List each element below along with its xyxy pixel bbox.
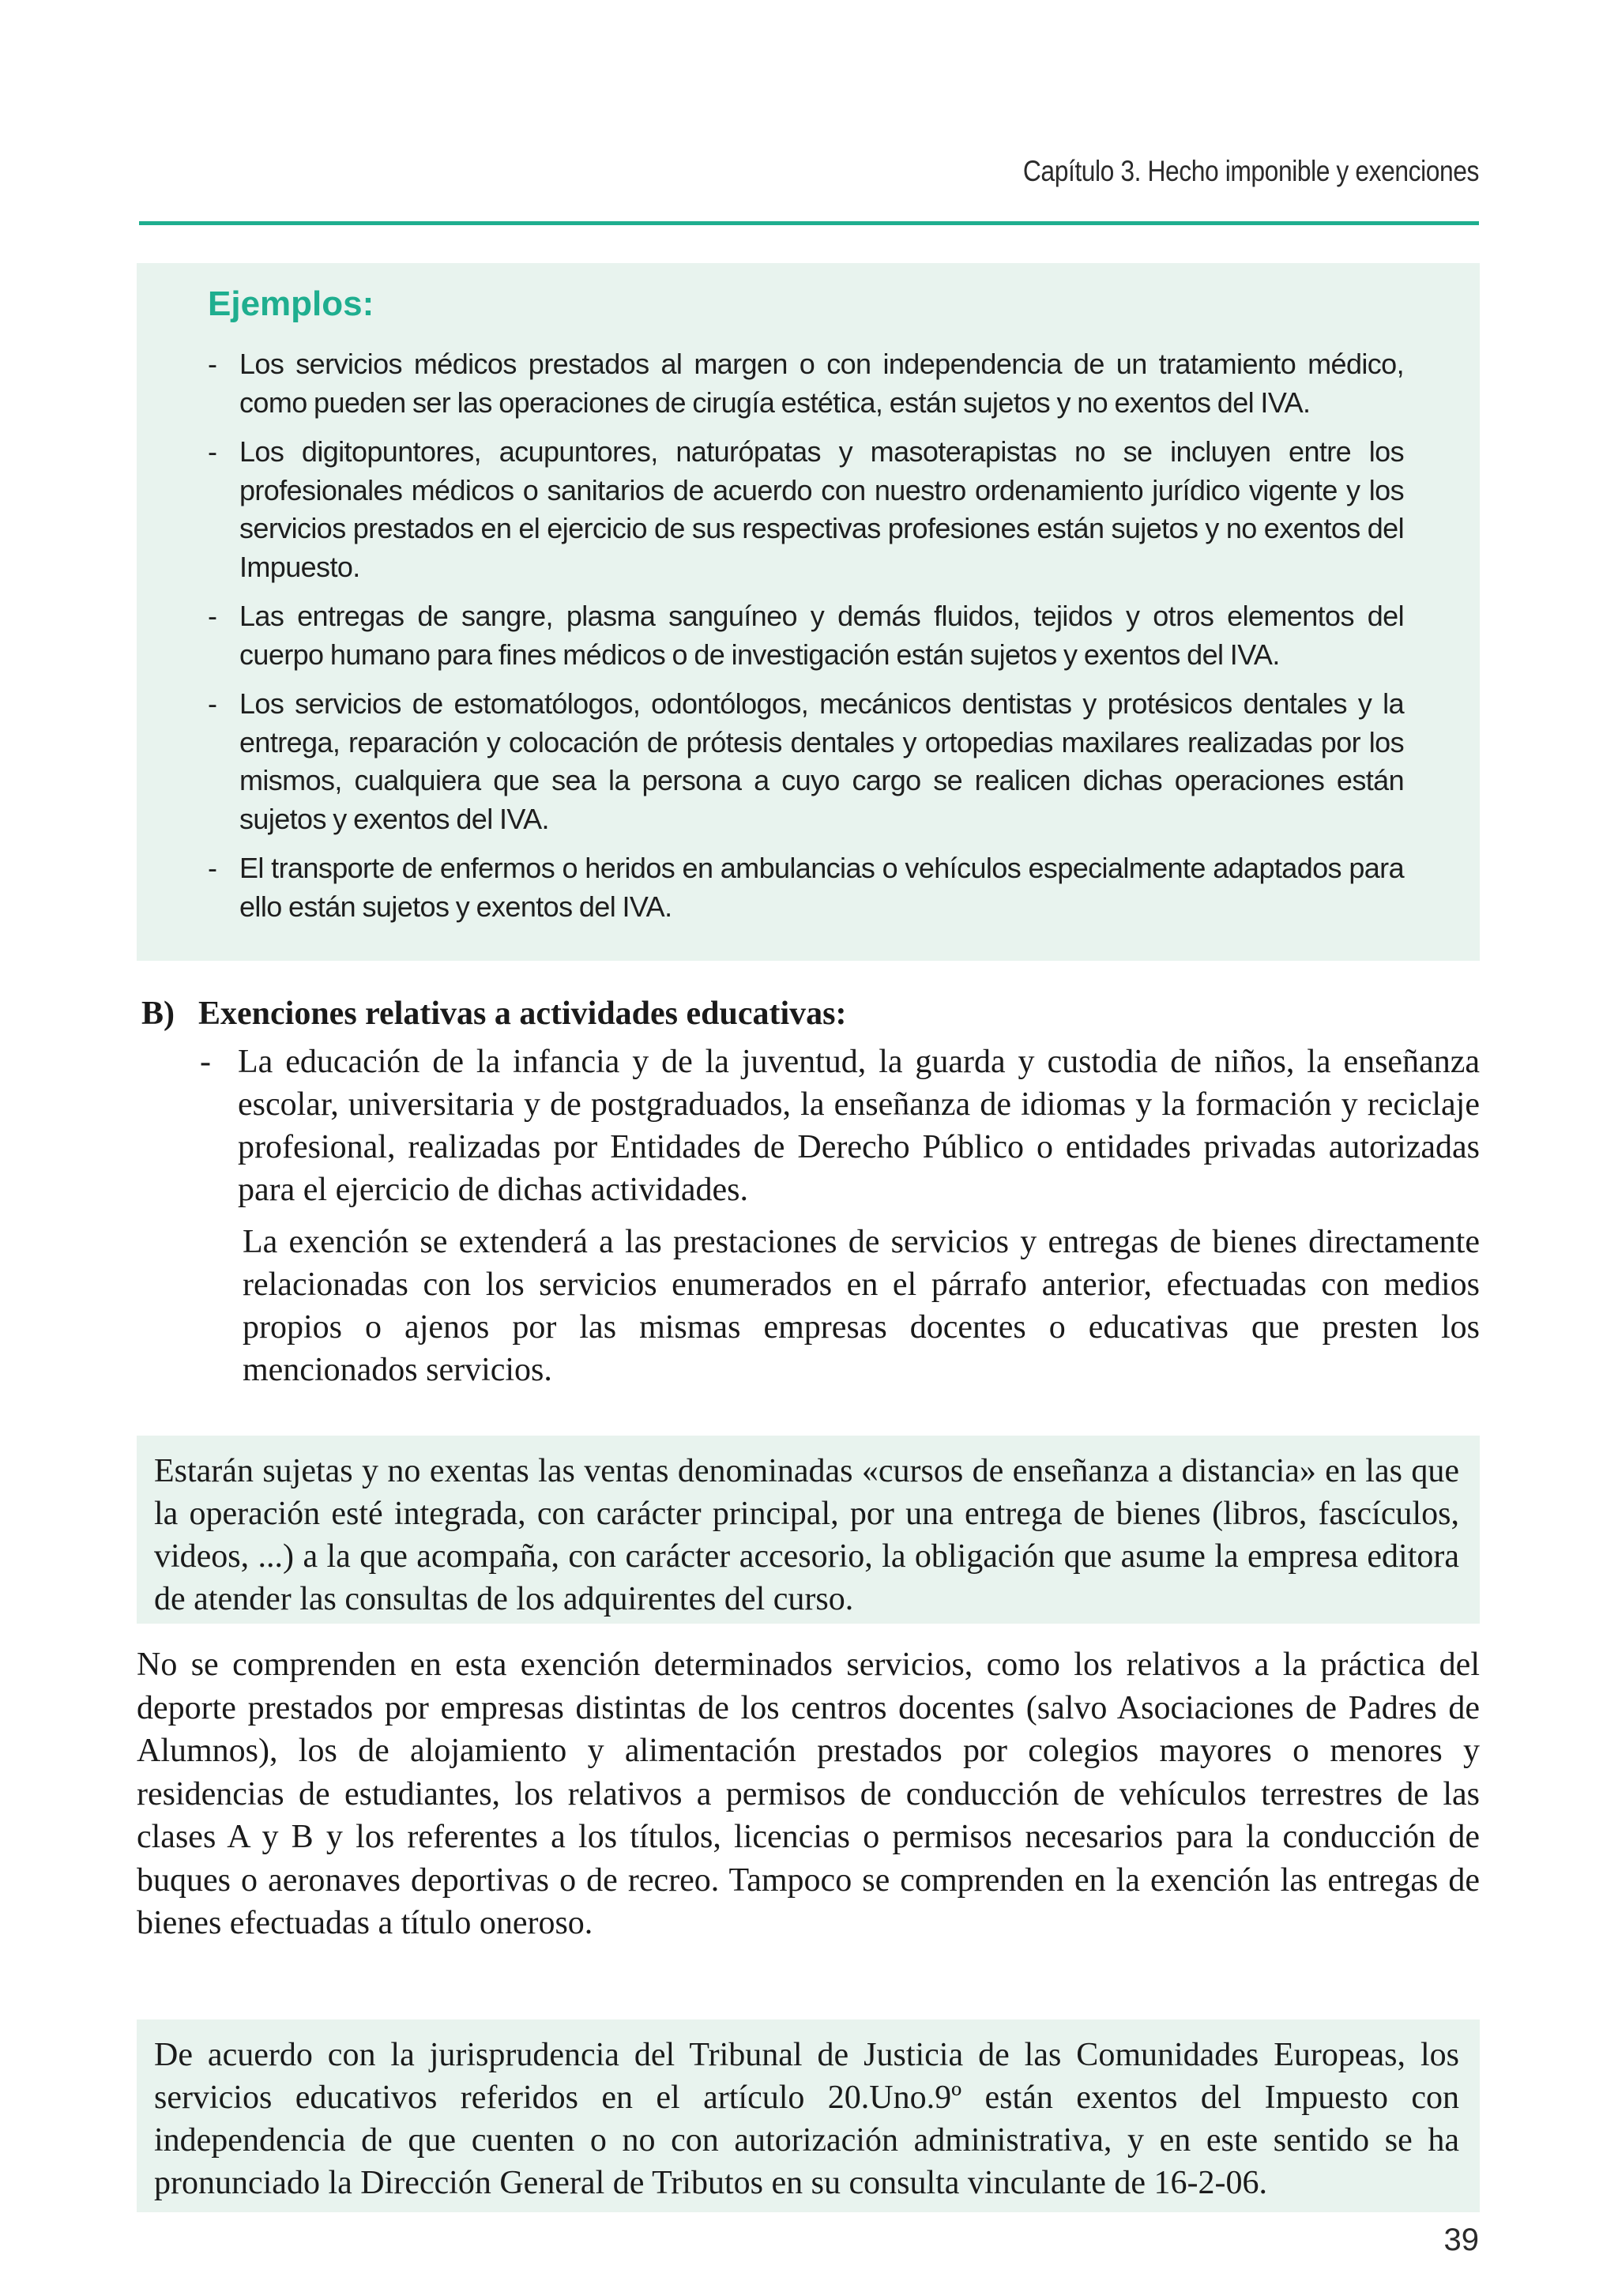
list-item-text: El transporte de enfermos o heridos en ambulancias o vehículos especialmente adaptados para ello están sujetos y exentos del IVA.	[239, 852, 1404, 923]
note-box-distance-courses: Estarán sujetas y no exentas las ventas denominadas «cursos de enseñanza a distancia» en las que la operación esté integrada, con carácter principal, por una entrega de bienes (libros, fascículos, videos, ...) a la que acompaña, con carácter accesorio, la obligación que asume la empresa editora de atender las consultas de los adquirentes del curso.	[137, 1436, 1480, 1624]
list-dash: -	[208, 687, 217, 720]
section-b-paragraph: La exención se extenderá a las prestaciones de servicios y entregas de bienes directamente relacionadas con los servicios enumerados en el párrafo anterior, efectuadas con medios propios o ajenos por las mismas empresas docentes o educativas que presten los mencionados servicios.	[243, 1224, 1480, 1388]
page-number: 39	[1443, 2223, 1479, 2257]
list-item-text: Las entregas de sangre, plasma sanguíneo y demás fluidos, tejidos y otros elementos del cuerpo humano para fines médicos o de investigación están sujetos y exentos del IVA.	[239, 600, 1404, 671]
list-item	[208, 685, 1404, 838]
list-dash: -	[208, 348, 217, 380]
header-divider	[139, 221, 1479, 225]
list-item-text: Los servicios de estomatólogos, odontólogos, mecánicos dentistas y protésicos dentales y la entrega, reparación y colocación de prótesis dentales y ortopedias maxilares realizadas por los mismos, cualquiera que sea la persona a cuyo cargo se realicen dichas operaciones están sujetos y exentos del IVA.	[239, 687, 1404, 835]
chapter-header: Capítulo 3. Hecho imponible y exenciones	[1022, 155, 1479, 187]
list-item-text: Los servicios médicos prestados al margen o con independencia de un tratamiento médico, como pueden ser las operaciones de cirugía estética, están sujetos y no exentos del IVA.	[239, 348, 1404, 419]
section-b	[137, 990, 1480, 1391]
body-paragraph: No se comprenden en esta exención determinados servicios, como los relativos a la práctica del deporte prestados por empresas distintas de los centros docentes (salvo Asociaciones de Padres de Alumnos), los de alojamiento y alimentación prestados por colegios mayores o menores y residencias de estudiantes, los relativos a permisos de conducción de vehículos terrestres de las clases A y B y los referentes a los títulos, licencias o permisos necesarios para la conducción de buques o aeronaves deportivas o de recreo. Tampoco se comprenden en la exención las entregas de bienes efectuadas a título oneroso.	[137, 1647, 1480, 1941]
list-item	[208, 345, 1404, 422]
list-item	[208, 597, 1404, 674]
list-item	[208, 433, 1404, 586]
examples-box	[137, 263, 1480, 961]
section-b-title: Exenciones relativas a actividades educativas:	[198, 996, 847, 1032]
list-item-text: Los digitopuntores, acupuntores, naturópatas y masoterapistas no se incluyen entre los profesionales médicos o sanitarios de acuerdo con nuestro ordenamiento jurídico vigente y los servicios prestados en el ejercicio de sus respectivas profesiones están sujetos y no exentos del Impuesto.	[239, 435, 1404, 583]
list-dash: -	[208, 852, 217, 884]
examples-list	[208, 345, 1404, 926]
list-dash: -	[200, 1044, 211, 1080]
section-b-heading	[141, 990, 1480, 1037]
section-b-list-item	[137, 1041, 1480, 1211]
note-box-jurisprudence: De acuerdo con la jurisprudencia del Tribunal de Justicia de las Comunidades Europeas, los servicios educativos referidos en el artículo 20.Uno.9º están exentos del Impuesto con independencia de que cuenten o no con autorización administrativa, y en este sentido se ha pronunciado la Dirección General de Tributos en su consulta vinculante de 16-2-06.	[137, 2019, 1480, 2212]
list-dash: -	[208, 435, 217, 468]
section-b-item-text: La educación de la infancia y de la juventud, la guarda y custodia de niños, la enseñanza escolar, universitaria y de postgraduados, la enseñanza de idiomas y la formación y reciclaje profesional, realizadas por Entidades de Derecho Público o entidades privadas autorizadas para el ejercicio de dichas actividades.	[238, 1044, 1480, 1208]
section-b-letter: B)	[141, 996, 175, 1032]
list-dash: -	[208, 600, 217, 632]
examples-title: Ejemplos:	[208, 284, 374, 323]
list-item	[208, 849, 1404, 926]
